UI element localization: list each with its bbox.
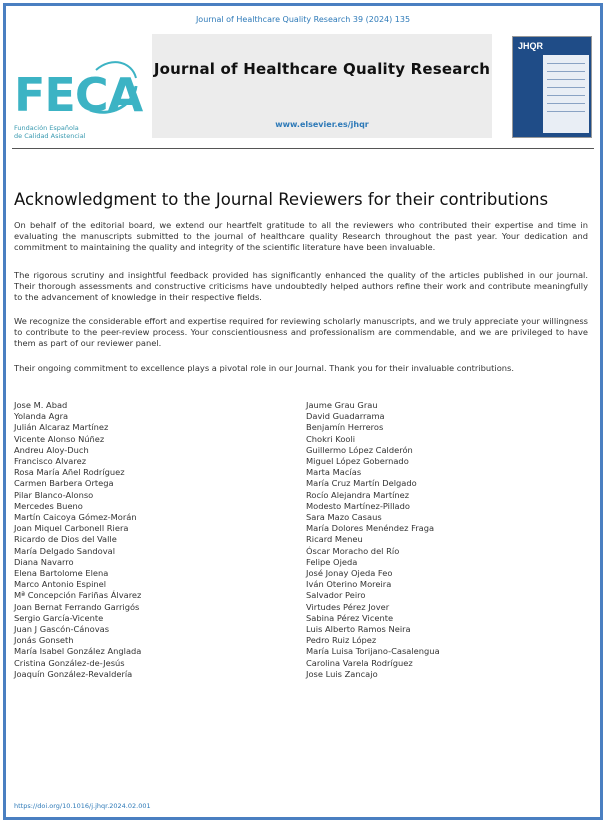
- reviewer-name: Martín Caicoya Gómez-Morán: [14, 512, 137, 523]
- reviewer-list-right: [306, 400, 440, 680]
- reviewer-name: Diana Navarro: [14, 556, 74, 567]
- logo-caption: [14, 124, 86, 140]
- reviewer-name: Óscar Moracho del Río: [306, 545, 400, 556]
- page: [3, 3, 603, 820]
- reviewer-name: María Isabel González Anglada: [14, 646, 142, 657]
- header-rule: [12, 148, 594, 149]
- reviewer-name: Cristina González-de-Jesús: [14, 657, 125, 668]
- reviewer-name: Yolanda Agra: [14, 411, 69, 422]
- reviewer-name: Vicente Alonso Núñez: [14, 433, 105, 444]
- reviewer-name: Marco Antonio Espinel: [14, 579, 107, 590]
- reviewer-name: Guillermo López Calderón: [306, 444, 413, 455]
- reviewer-name: Ricard Meneu: [306, 534, 363, 545]
- reviewer-name: Carmen Barbera Ortega: [14, 478, 114, 489]
- reviewer-name: José Jonay Ojeda Feo: [306, 568, 393, 579]
- logo-text: FECA: [14, 68, 143, 122]
- reviewer-name: Rocío Alejandra Martínez: [306, 489, 410, 500]
- reviewer-name: Jonás Gonseth: [14, 635, 74, 646]
- reviewer-name: Joan Miquel Carbonell Riera: [14, 523, 129, 534]
- reviewer-name: Sara Mazo Casaus: [306, 512, 382, 523]
- reviewer-name: Felipe Ojeda: [306, 556, 358, 567]
- reviewer-name: Mercedes Bueno: [14, 500, 83, 511]
- reviewer-name: Virtudes Pérez Jover: [306, 601, 390, 612]
- reviewer-name: Marta Macías: [306, 467, 362, 478]
- reviewer-name: Salvador Peiro: [306, 590, 366, 601]
- reviewer-name: Sergio García-Vicente: [14, 612, 104, 623]
- cover-stripe: [543, 55, 589, 133]
- masthead: [12, 34, 594, 142]
- reviewer-name: Mª Concepción Fariñas Álvarez: [14, 590, 142, 601]
- reviewer-name: Julián Alcaraz Martínez: [14, 422, 109, 433]
- reviewer-name: Iván Oterino Moreira: [306, 579, 392, 590]
- reviewer-name: María Dolores Menéndez Fraga: [306, 523, 435, 534]
- journal-cover: [512, 36, 592, 138]
- reviewer-name: Chokri Kooli: [306, 433, 356, 444]
- paragraph-2: The rigorous scrutiny and insightful feedback provided has significantly enhanced the quality of the articles published in our journal. Their thorough assessments and constructive criticisms have undoubtedly helped authors refine their work and contribute meaningfully to the advancement of knowledge in their respective fields.: [14, 270, 588, 302]
- reviewer-name: Joan Bernat Ferrando Garrigós: [14, 601, 140, 612]
- journal-url[interactable]: www.elsevier.es/jhqr: [275, 120, 369, 129]
- paragraph-3: We recognize the considerable effort and expertise required for reviewing scholarly manuscripts, and we truly appreciate your willingness to contribute to the peer-review process. Your conscientiousness and professionalism are commendable, and we are privileged to have them as part of our reviewer panel.: [14, 316, 588, 348]
- logo-caption-line1: Fundación Española: [14, 124, 79, 132]
- reviewer-name: María Cruz Martín Delgado: [306, 478, 417, 489]
- reviewer-name: David Guadarrama: [306, 411, 385, 422]
- reviewer-name: Joaquín González-Revaldería: [14, 668, 133, 679]
- journal-name: Journal of Healthcare Quality Research: [153, 60, 491, 78]
- reviewer-name: Pilar Blanco-Alonso: [14, 489, 94, 500]
- reviewer-name: Luis Alberto Ramos Neira: [306, 624, 411, 635]
- reviewer-name: Elena Bartolome Elena: [14, 568, 109, 579]
- reviewer-name: Jaume Grau Grau: [306, 400, 378, 410]
- reviewer-name: Andreu Aloy-Duch: [14, 444, 89, 455]
- doi-link[interactable]: https://doi.org/10.1016/j.jhqr.2024.02.001: [14, 802, 151, 810]
- reviewer-name: Modesto Martínez-Pillado: [306, 500, 410, 511]
- reviewer-name: Francisco Alvarez: [14, 456, 87, 467]
- reviewer-name: María Luisa Torijano-Casalengua: [306, 646, 440, 657]
- logo-caption-line2: de Calidad Asistencial: [14, 132, 86, 140]
- reviewer-name: María Delgado Sandoval: [14, 545, 116, 556]
- reviewer-list-left: [14, 400, 141, 680]
- reviewer-name: Rosa María Añel Rodríguez: [14, 467, 125, 478]
- running-head: Journal of Healthcare Quality Research 39 (2024) 135: [195, 15, 411, 24]
- reviewer-name: Jose Luis Zancajo: [306, 668, 378, 679]
- reviewer-name: Benjamín Herreros: [306, 422, 384, 433]
- reviewer-name: Sabina Pérez Vicente: [306, 612, 394, 623]
- reviewer-name: Miguel López Gobernado: [306, 456, 409, 467]
- reviewer-name: Ricardo de Dios del Valle: [14, 534, 117, 545]
- reviewer-name: Jose M. Abad: [14, 400, 68, 410]
- reviewer-name: Juan J Gascón-Cánovas: [14, 624, 110, 635]
- article-title: Acknowledgment to the Journal Reviewers for their contributions: [14, 190, 549, 209]
- feca-logo: [12, 48, 142, 138]
- journal-banner: [152, 34, 492, 138]
- paragraph-1: On behalf of the editorial board, we extend our heartfelt gratitude to all the reviewers who contributed their expertise and time in evaluating the manuscripts submitted to the journal of healthcare quality Research throughout the past year. Your dedication and commitment to maintaining the quality and integrity of the scientific literature have been invaluable.: [14, 220, 588, 252]
- reviewer-name: Pedro Ruiz López: [306, 635, 377, 646]
- paragraph-4: Their ongoing commitment to excellence plays a pivotal role in our Journal. Thank you for their invaluable contributions.: [14, 363, 515, 373]
- cover-title: JHQR: [518, 41, 544, 51]
- reviewer-name: Carolina Varela Rodríguez: [306, 657, 413, 668]
